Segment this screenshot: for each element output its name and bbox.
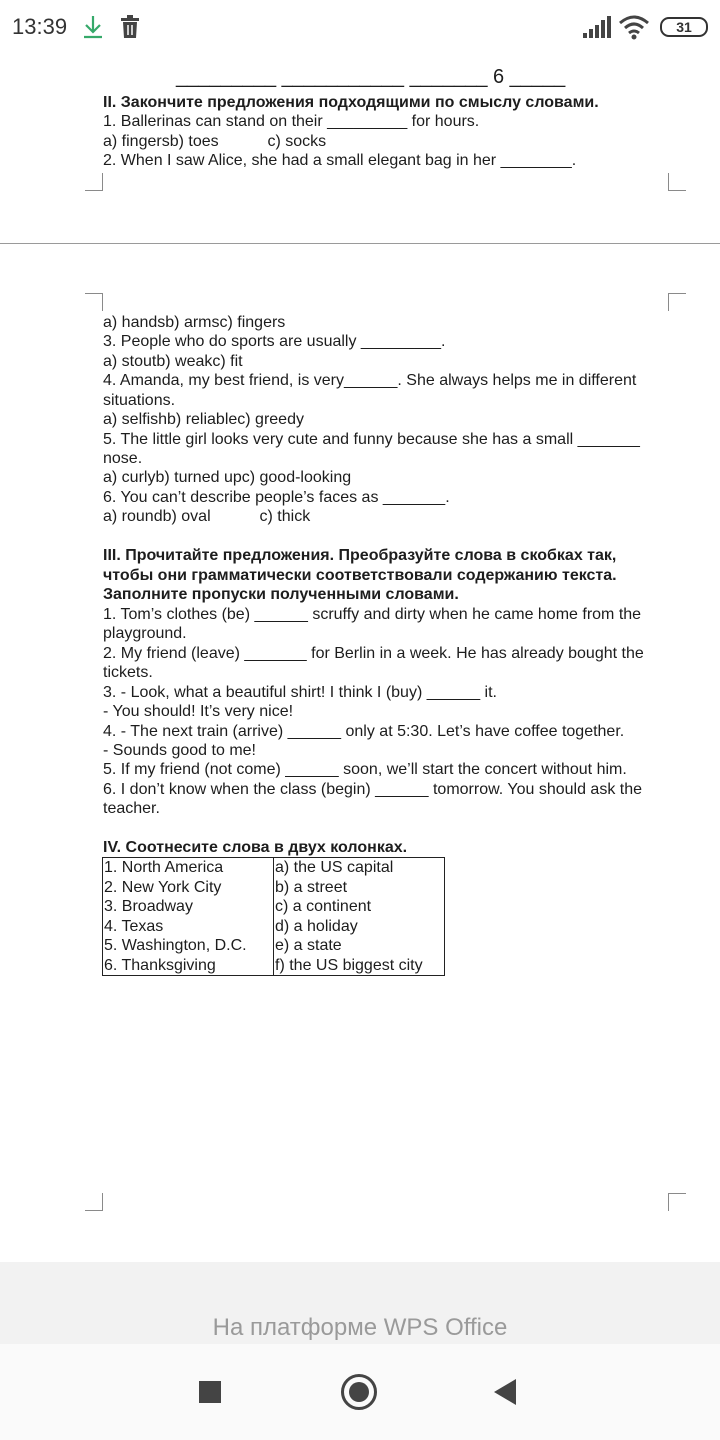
crop-mark [668,173,686,191]
table-cell: f) the US biggest city [274,956,445,976]
table-cell: 5. Washington, D.C. [103,936,274,956]
download-icon [82,14,104,40]
text-line: a) fingersb) toes c) socks [103,133,327,150]
clock: 13:39 [12,14,68,39]
page-separator [0,243,720,244]
text-line: a) handsb) armsc) fingers [103,314,286,331]
section-title: III. Прочитайте предложения. Преобразуйте слова в скобках так, [103,547,617,564]
navigation-bar [0,1344,720,1440]
home-icon [349,1382,369,1402]
text-line: 5. The little girl looks very cute and funny because she has a small _______ [103,431,640,448]
text-line: situations. [103,392,176,409]
table-cell: b) a street [274,878,445,898]
section-title: чтобы они грамматически соответствовали содержанию текста. [103,567,617,584]
recents-button[interactable] [199,1381,221,1403]
text-line: a) roundb) oval c) thick [103,508,311,525]
text-line: 3. People who do sports are usually _________. [103,333,446,350]
text-line: 6. You can’t describe people’s faces as _______. [103,489,450,506]
table-cell: 1. North America [103,858,274,878]
text-line: 6. I don’t know when the class (begin) ______ tomorrow. You should ask the [103,781,643,798]
table-cell: 6. Thanksgiving [103,956,274,976]
text-line: - Sounds good to me! [103,742,256,759]
table-cell: 3. Broadway [103,897,274,917]
back-button[interactable] [494,1379,516,1405]
text-line: a) curlyb) turned upc) good-looking [103,469,352,486]
table-cell: c) a continent [274,897,445,917]
signal-icon [582,15,612,39]
section-title: Заполните пропуски полученными словами. [103,586,459,603]
trash-icon [120,15,140,39]
text-line: 5. If my friend (not come) ______ soon, we’ll start the concert without him. [103,761,627,778]
wifi-icon [618,14,650,40]
table-row [103,897,445,917]
text-line: 4. - The next train (arrive) ______ only at 5:30. Let’s have coffee together. [103,723,625,740]
crop-mark [668,1193,686,1211]
text-line: - You should! It’s very nice! [103,703,294,720]
section-title: IV. Соотнесите слова в двух колонках. [103,839,408,856]
worksheet-header: _________ ___________ _______ 6 _____ [176,66,566,88]
crop-mark [85,293,103,311]
text-line: a) selfishb) reliablec) greedy [103,411,304,428]
text-line: teacher. [103,800,160,817]
crop-mark [85,1193,103,1211]
text-line: a) stoutb) weakc) fit [103,353,243,370]
table-row [103,956,445,976]
crop-mark [85,173,103,191]
matching-table [102,857,445,976]
text-line: 1. Tom’s clothes (be) ______ scruffy and dirty when he came home from the [103,606,642,623]
text-line: playground. [103,625,187,642]
text-line: 1. Ballerinas can stand on their _________ for hours. [103,113,480,130]
crop-mark [668,293,686,311]
status-bar [0,0,720,56]
text-line: 4. Amanda, my best friend, is very______. She always helps me in different [103,372,637,389]
footer-text: На платформе WPS Office [212,1314,508,1341]
table-cell: a) the US capital [274,858,445,878]
table-row [103,858,445,878]
table-row [103,936,445,956]
table-cell: d) a holiday [274,917,445,937]
table-cell: e) a state [274,936,445,956]
battery-icon: 31 [660,17,708,37]
text-line: 2. When I saw Alice, she had a small elegant bag in her ________. [103,152,577,169]
section-title: II. Закончите предложения подходящими по смыслу словами. [103,94,599,111]
wps-footer [0,1262,720,1344]
table-cell: 2. New York City [103,878,274,898]
text-line: nose. [103,450,143,467]
text-line: 2. My friend (leave) _______ for Berlin in a week. He has already bought the [103,645,644,662]
home-button[interactable] [341,1374,377,1410]
table-cell: 4. Texas [103,917,274,937]
text-line: 3. - Look, what a beautiful shirt! I think I (buy) ______ it. [103,684,497,701]
table-row [103,917,445,937]
table-row [103,878,445,898]
text-line: tickets. [103,664,153,681]
